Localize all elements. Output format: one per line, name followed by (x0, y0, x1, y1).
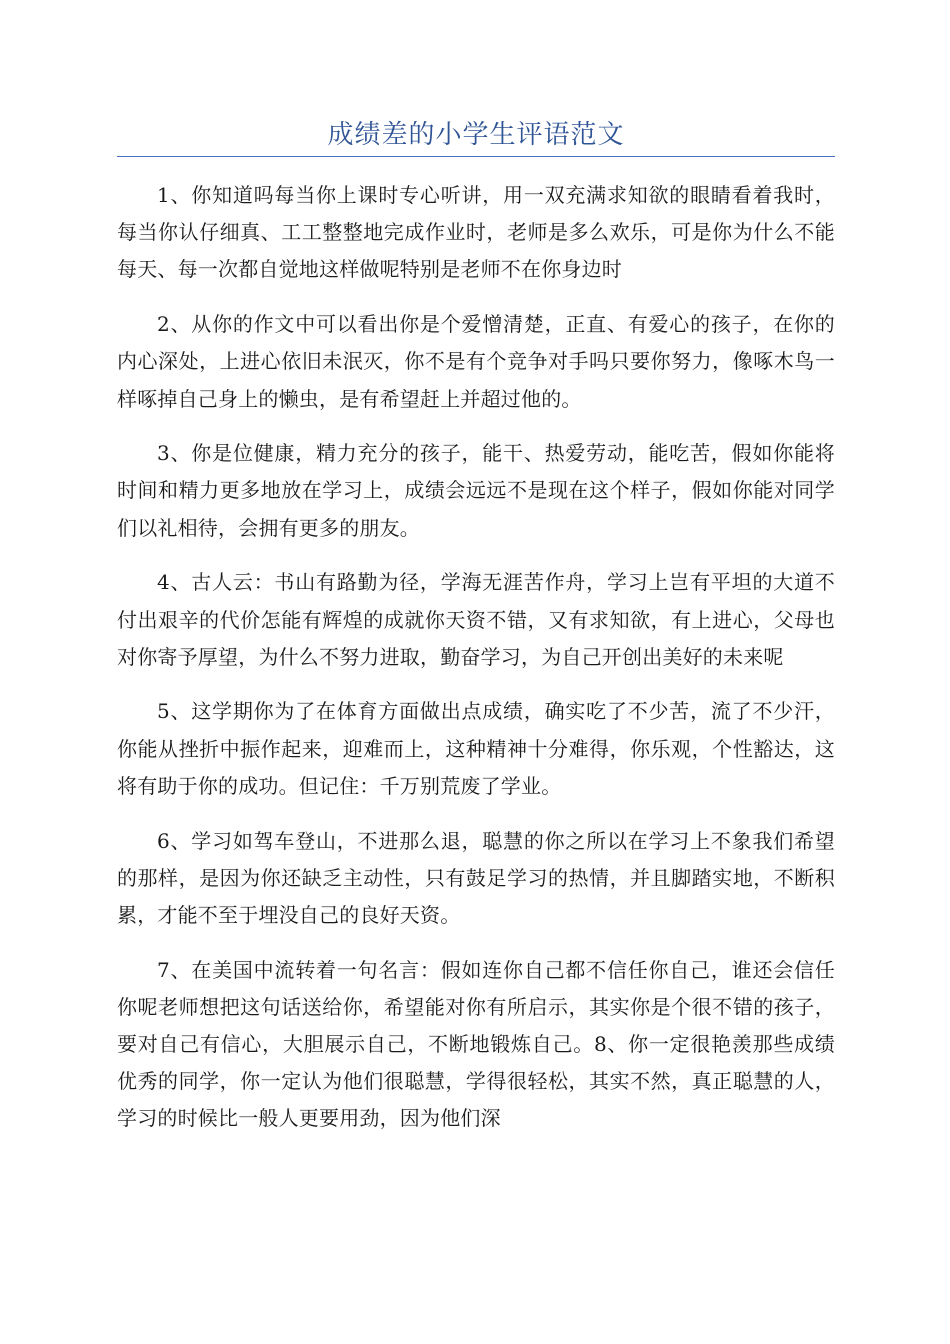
document-title: 成绩差的小学生评语范文 (327, 120, 625, 150)
paragraph-1: 1、你知道吗每当你上课时专心听讲，用一双充满求知欲的眼睛看着我时，每当你认仔细真、工工整整地完成作业时，老师是多么欢乐，可是你为什么不能每天、每一次都自觉地这样做呢特别是老师不在你身边时 (117, 183, 835, 282)
paragraph-6: 6、学习如驾车登山，不进那么退，聪慧的你之所以在学习上不象我们希望的那样，是因为你还缺乏主动性，只有鼓足学习的热情，并且脚踏实地，不断积累，才能不至于埋没自己的良好天资。 (117, 828, 835, 927)
paragraph-3: 3、你是位健康，精力充分的孩子，能干、热爱劳动，能吃苦，假如你能将时间和精力更多地放在学习上，成绩会远远不是现在这个样子，假如你能对同学们以礼相待，会拥有更多的朋友。 (117, 441, 835, 540)
paragraph-5: 5、这学期你为了在体育方面做出点成绩，确实吃了不少苦，流了不少汗，你能从挫折中振作起来，迎难而上，这种精神十分难得，你乐观，个性豁达，这将有助于你的成功。但记住：千万别荒废了学业。 (117, 699, 835, 798)
paragraph-2: 2、从你的作文中可以看出你是个爱憎清楚，正直、有爱心的孩子，在你的内心深处，上进心依旧未泯灭，你不是有个竞争对手吗只要你努力，像啄木鸟一样啄掉自己身上的懒虫，是有希望赶上并超过他的。 (117, 312, 835, 411)
title-underline (117, 156, 835, 157)
document-body (117, 177, 835, 1138)
document-page (117, 0, 835, 1155)
paragraph-7: 7、在美国中流转着一句名言：假如连你自己都不信任你自己，谁还会信任你呢老师想把这句话送给你，希望能对你有所启示，其实你是个很不错的孩子，要对自己有信心，大胆展示自己，不断地锻炼自己。8、你一定很艳羡那些成绩优秀的同学，你一定认为他们很聪慧，学得很轻松，其实不然，真正聪慧的人，学习的时候比一般人更要用劲，因为他们深 (117, 957, 835, 1131)
paragraph-4: 4、古人云：书山有路勤为径，学海无涯苦作舟，学习上岂有平坦的大道不付出艰辛的代价怎能有辉煌的成就你天资不错，又有求知欲，有上进心，父母也对你寄予厚望，为什么不努力进取，勤奋学习，为自己开创出美好的未来呢 (117, 570, 835, 669)
